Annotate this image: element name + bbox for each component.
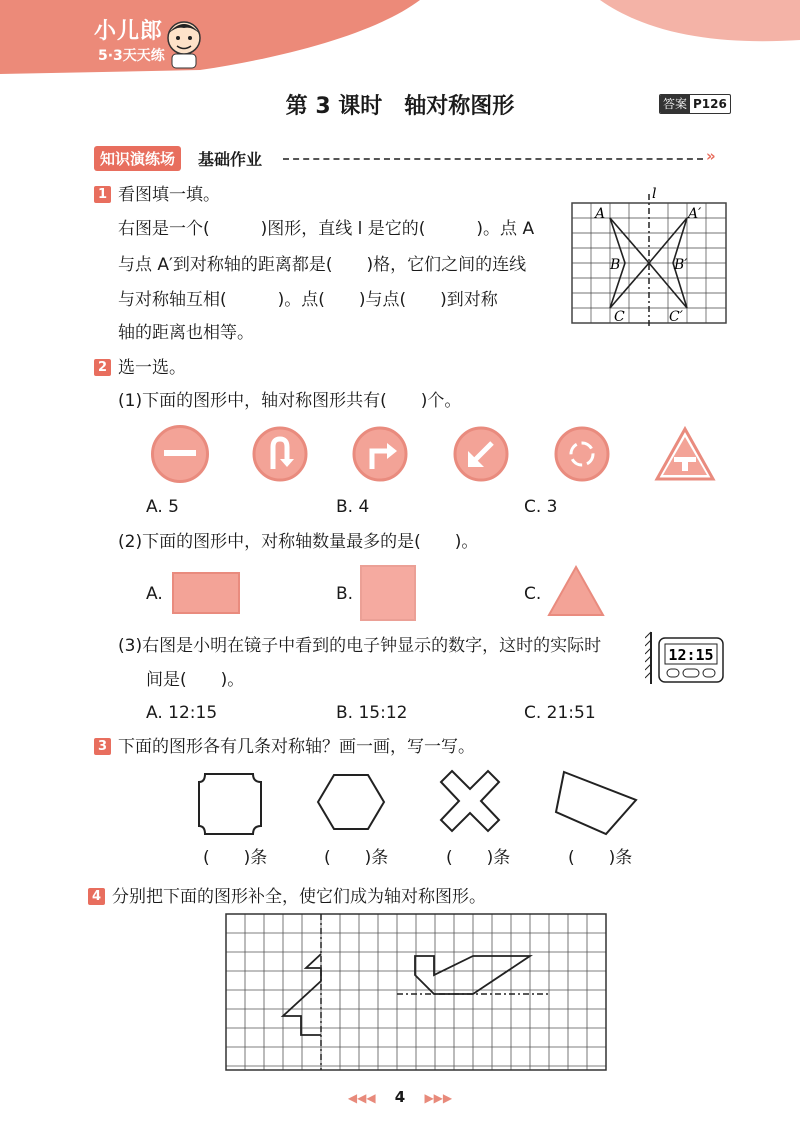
point-label-c: C: [614, 309, 625, 325]
notched-square-shape: [195, 770, 265, 836]
t-junction-sign-icon: [654, 425, 716, 483]
lesson-title: 第 3 课时 轴对称图形: [285, 94, 515, 119]
question-title: 分别把下面的图形补全，使它们成为轴对称图形。: [112, 887, 486, 907]
section-divider: [283, 158, 703, 160]
answer-reference[interactable]: [659, 94, 731, 114]
option-a[interactable]: A.: [146, 584, 163, 604]
question-title: 看图填一填。: [118, 185, 220, 205]
option-c[interactable]: C.: [524, 584, 542, 604]
point-label-a: A: [595, 206, 606, 222]
question-title: 下面的图形各有几条对称轴？画一画，写一写。: [118, 737, 475, 757]
square-shape: [360, 565, 416, 621]
option-c[interactable]: C. 3: [524, 497, 558, 517]
diagonal-arrow-sign-icon: [452, 425, 510, 483]
answer-blank[interactable]: ( )条: [568, 848, 633, 868]
subquestion-text: (1)下面的图形中，轴对称图形共有( )个。: [118, 391, 462, 411]
subquestion-text: (2)下面的图形中，对称轴数量最多的是( )。: [118, 532, 479, 552]
next-arrows-icon[interactable]: ▶▶▶: [424, 1091, 453, 1105]
option-b[interactable]: B. 4: [336, 497, 370, 517]
question-text-line: 与对称轴互相( )。点( )与点( )到对称: [118, 290, 498, 310]
u-turn-sign-icon: [251, 425, 309, 483]
question-text-line: 与点 A′到对称轴的距离都是( )格，它们之间的连线: [118, 255, 527, 275]
previous-arrows-icon[interactable]: ◀◀◀: [347, 1091, 376, 1105]
bowtie-shape: [552, 768, 638, 838]
triangle-shape: [546, 564, 606, 618]
question-title: 选一选。: [118, 358, 186, 378]
right-turn-sign-icon: [351, 425, 409, 483]
question-number: 3: [94, 738, 111, 755]
no-entry-sign-icon: [151, 425, 209, 483]
option-c[interactable]: C. 21:51: [524, 703, 596, 723]
answer-blank[interactable]: ( )条: [324, 848, 389, 868]
section-tag: 知识演练场: [94, 146, 181, 171]
option-a[interactable]: A. 12:15: [146, 703, 218, 723]
x-cross-shape: [438, 768, 502, 834]
double-chevron-icon: »: [706, 147, 716, 165]
option-b[interactable]: B. 15:12: [336, 703, 408, 723]
logo-title: 小儿郎: [94, 19, 164, 44]
question-number: 2: [94, 359, 111, 376]
page-footer: [0, 1088, 800, 1106]
answer-label: 答案: [660, 95, 690, 113]
answer-blank[interactable]: ( )条: [446, 848, 511, 868]
mascot-icon: [162, 18, 206, 70]
point-label-a-prime: A′: [688, 206, 702, 222]
option-b[interactable]: B.: [336, 584, 354, 604]
subquestion-text: 间是( )。: [146, 670, 245, 690]
logo-subtitle: 5·3天天练: [98, 48, 165, 64]
clock-display: 12:15: [668, 646, 714, 664]
option-a[interactable]: A. 5: [146, 497, 179, 517]
mirror-clock-icon: [645, 630, 727, 686]
point-label-c-prime: C′: [669, 309, 683, 325]
question-text-line: 轴的距离也相等。: [118, 323, 254, 343]
point-label-b-prime: B′: [674, 257, 688, 273]
rectangle-shape: [172, 572, 240, 614]
roundabout-sign-icon: [553, 425, 611, 483]
section-subtitle: 基础作业: [198, 150, 263, 169]
answer-blank[interactable]: ( )条: [203, 848, 268, 868]
axis-label-l: l: [652, 186, 657, 202]
question-number: 1: [94, 186, 111, 203]
question-number: 4: [88, 888, 105, 905]
page-number: 4: [394, 1088, 406, 1106]
butterfly-grid-figure: [570, 186, 730, 328]
answer-page: P126: [693, 97, 727, 111]
subquestion-text: (3)右图是小明在镜子中看到的电子钟显示的数字，这时的实际时: [118, 636, 602, 656]
point-label-b: B: [610, 257, 621, 273]
completion-grid-figure: [225, 912, 611, 1074]
hexagon-shape: [316, 772, 386, 832]
question-text-line: 右图是一个( )图形，直线 l 是它的( )。点 A: [118, 219, 535, 239]
